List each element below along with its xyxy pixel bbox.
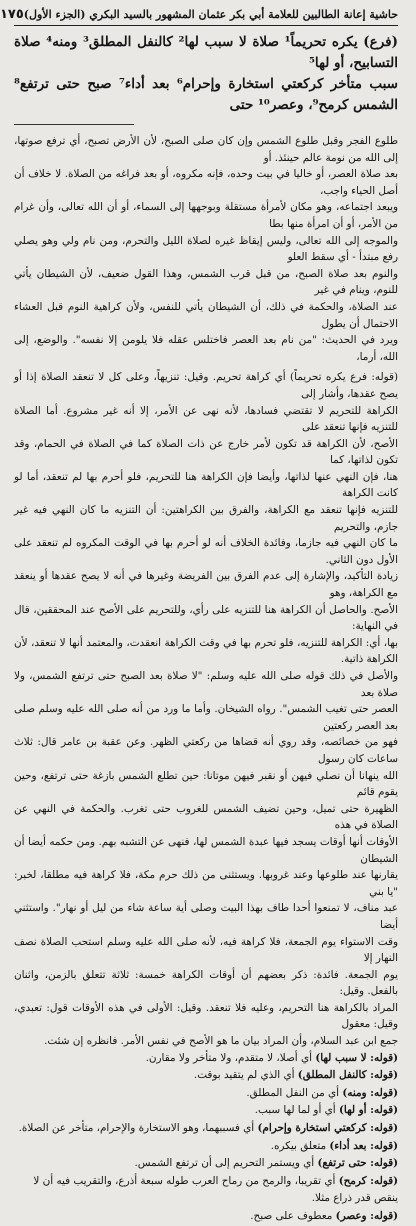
main-text-line: سبب متأخر كركعتي استخارة وإحرام⁶ بعد أداء⁷ صبح حتى ترتفع⁸ الشمس كرمح⁹، وعصر¹⁰ حتى <box>14 76 398 113</box>
note-line <box>14 1067 398 1085</box>
note-lemma: (قوله: ومنه) <box>342 1086 398 1099</box>
running-header <box>0 7 398 22</box>
note-line <box>14 1102 398 1120</box>
running-title: حاشية إعانة الطالبين للعلامة أبي بكر عثمان المشهور بالسيد البكري (الجزء الأول) <box>23 8 398 21</box>
commentary-line: والأصل في ذلك قوله صلى الله عليه وسلم: "لا صلاة بعد الصبح حتى ترتفع الشمس، ولا صلاة بعد <box>14 670 398 699</box>
commentary-line: بعد صلاة العصر، أو خاليا في بيت وحده، فإنه مكروه، أو بعد فراغه من الصلاة. لا خلاف أن أصل الحياء واجب، <box>14 168 398 197</box>
commentary-line: والموجه إلى الله تعالى، وليس إيقاظ غيره لصلاة الليل والتحرم، ومن نام ولي وهو يصلي رفع مبتدأ - أي سقط العلو <box>14 234 398 264</box>
commentary-line: عند الصلاة، والحكمة في ذلك، أن الشيطان يأتي للنفس، ولأن كراهية النوم قبل العشاء الاحتمال أن يطول <box>14 300 398 330</box>
commentary <box>14 133 398 1050</box>
commentary-line: جمع ابن عبد السلام، وأن المراد بيان ما هو الأصح في نفس الأمر. فانظره إن شئت. <box>44 1035 398 1048</box>
separator-rule <box>14 124 134 125</box>
note-line <box>14 1155 398 1173</box>
note-line <box>14 1050 398 1068</box>
note-lemma: (قوله: أو لها) <box>338 1104 398 1117</box>
note-text: متعلق بيكره. <box>270 1139 327 1152</box>
commentary-line: العصر حتى تغيب الشمس". رواه الشيخان. وأما ما ورد من أنه صلى الله عليه وسلم صلى بعد العصر ركعتين <box>14 703 398 732</box>
commentary-line: بها، أي: الكراهة للتنزيه، فلو تحرم بها في وقت الكراهة انعقدت، والمعتمد أنها لا تنعقد، لأن الكراهة ذاتية. <box>14 636 398 666</box>
note-text: أي أصلا، لا متقدم، ولا متأخر ولا مقارن. <box>145 1051 312 1064</box>
commentary-line: ويرد في الحديث: "من نام بعد العصر فاختلس عقله فلا يلومن إلا نفسه". والوضع، إلى الله، أرما، <box>14 334 398 363</box>
note-text: أي الذي لم يتقيد بوقت. <box>193 1069 295 1082</box>
note-line <box>14 1208 398 1226</box>
note-text: أي من النفل المطلق. <box>246 1086 340 1099</box>
note-text: أي ويستمر التحريم إلى أن ترتفع الشمس. <box>134 1157 315 1170</box>
note-lemma: (قوله: كركعتي استخارة وإحرام) <box>257 1122 398 1135</box>
note-text: أي تقريبا، والرمح من رماح العرب طوله سبعة أذرع، والتقريب فيه أن لا ينقص قدر ذراع مثلا. <box>33 1174 398 1205</box>
commentary-line: ويبعد اجتماعه، وهو مكان لأمرأة مستقلة وبوجهها إلى السماء، أو أن الله تعالى، وأن غرام من الأمر، أو أن امرأة منها بطا <box>14 201 398 230</box>
page-number: ١٧٥ <box>0 7 24 22</box>
note-lemma: (قوله: لا سبب لها) <box>315 1051 398 1064</box>
commentary-line: زيادة التأكيد، والإشارة إلى عدم الفرق بين الفريضة وغيرها في أنه لا يصح عقدها أو ينعقد مع الكراهة، وهو <box>14 570 398 600</box>
main-text-line: (فرع) يكره تحريماً¹ صلاة لا سبب لها² كالنفل المطلق³ ومنه⁴ صلاة التسابيح، أو لها⁵ <box>14 34 398 71</box>
main-text <box>14 32 398 116</box>
commentary-line: طلوع الفجر وقبل طلوع الشمس وإن كان صلى الصبح، لأن الأرض تصبح، أي ترفع صوتها، إلى الله من نومة عالم حينئذ. أو <box>14 135 398 164</box>
commentary-line: والنوم بعد صلاة الصبح، من قبل قرب الشمس، وهذا القول ضعيف، لأن الشيطان يأتي للنوم، وينام في غير <box>14 267 398 297</box>
commentary-line: للتنزيه فإنها تنعقد مع الكراهة، والفرق بين الكراهتين: أن التنزيه ما كان النهي فيه غير جازم، والتحريم <box>14 504 398 533</box>
note-line <box>14 1120 398 1138</box>
commentary-line: (قوله: فرع يكره تحريماً) أي كراهة تحريم. وقيل: تنزيهاً، وعلى كل لا تنعقد الصلاة إذا أو يصح عقدها، وأشار إلى <box>14 371 398 400</box>
header-rule <box>14 25 398 26</box>
note-text: أي فسببهما، وهو الاستخارة والإحرام، متأخر عن الصلاة. <box>18 1122 255 1135</box>
commentary-line: وقت الاستواء يوم الجمعة، فلا كراهة فيه، لأنه صلى الله عليه وسلم استحب الصلاة نصف النهار إلا <box>14 935 398 965</box>
note-text: معطوف على صبح. <box>250 1210 333 1222</box>
commentary-notes <box>14 1050 398 1226</box>
note-lemma: (قوله: حتى ترتفع) <box>317 1157 398 1170</box>
commentary-line: الأوقات أنها أوقات يسجد فيها عبدة الشمس لها، فنهى عن التشبه بهم. ومن حكمه أيضا أن الشيطان <box>14 835 398 865</box>
note-lemma: (قوله: كالنفل المطلق) <box>297 1069 398 1082</box>
commentary-line: الظهيرة حتى تميل، وحين تضيف الشمس للغروب حتى تغرب. والحكمة في النهي عن الصلاة في هذه <box>14 802 398 832</box>
commentary-line: الله ينهانا أن نصلي فيهن أو نقبر فيهن موتانا: حين تطلع الشمس بازغة حتى ترتفع، وحين يقوم قائم <box>14 769 398 799</box>
commentary-line: الأصح، لأن الكراهة قد تكون لأمر خارج عن ذات الصلاة كما في الصلاة في الحمام، وقد تكون لذاتها، كما <box>14 437 398 467</box>
commentary-line: الأصح. والحاصل أن الكراهة هنا للتنزيه على رأي، وللتحريم على الأصح عند المحققين، قال في النهاية: <box>14 603 398 633</box>
commentary-line: المراد بالكراهة هنا التحريم، وعليه فلا تنعقد. وقيل: الأولى في هذه الأوقات قول: تعبدي، وقيل: معقول <box>14 1001 398 1031</box>
commentary-line: يوم الجمعة. فائدة: ذكر بعضهم أن أوقات الكراهة خمسة: ثلاثة تتعلق بالزمن، واثنان بالفعل. وقيل: <box>14 968 398 998</box>
note-line <box>14 1085 398 1103</box>
commentary-line: هنا، فإن النهي عنها لذاتها، وأيضا فإن الكراهة هنا للتحريم، فلو أحرم بها لم تنعقد، أما لو كانت الكراهة <box>14 470 398 500</box>
commentary-line: فهو من خصائصه، وقد روي أنه قضاها من ركعتي الظهر. وعن عقبة بن عامر قال: ثلاث ساعات كان رسول <box>14 736 398 765</box>
note-lemma: (قوله: كرمح) <box>338 1174 398 1187</box>
commentary-line: عبد مناف، لا تمنعوا أحدا طاف بهذا البيت وصلى أية ساعة شاء من ليل أو نهار". واستثني أيضا <box>14 902 398 931</box>
commentary-line: يقارنها عند طلوعها وعند غروبها. ويستثنى من ذلك حرم مكة، فلا كراهة فيه مطلقا، لخبر: "يا بني <box>14 869 398 898</box>
note-lemma: (قوله: وعصر) <box>335 1210 398 1222</box>
note-line <box>14 1138 398 1156</box>
commentary-line: الكراهة للتحريم لا تقتضي فسادها، لأنه نهى عن الأمر، إلا أنه غير مشروع. أما الصلاة للتنزيه فإنها تنعقد على <box>14 404 398 434</box>
commentary-line: ما كان النهي فيه جازما، وفائدة الخلاف أنه لو أحرم بها في الوقت المكروه لم تنعقد على الأول دون الثاني. <box>14 537 398 566</box>
note-lemma: (قوله: بعد أداء) <box>329 1139 398 1152</box>
note-line <box>14 1173 398 1208</box>
note-text: أي أو لما لها سبب. <box>254 1104 336 1117</box>
